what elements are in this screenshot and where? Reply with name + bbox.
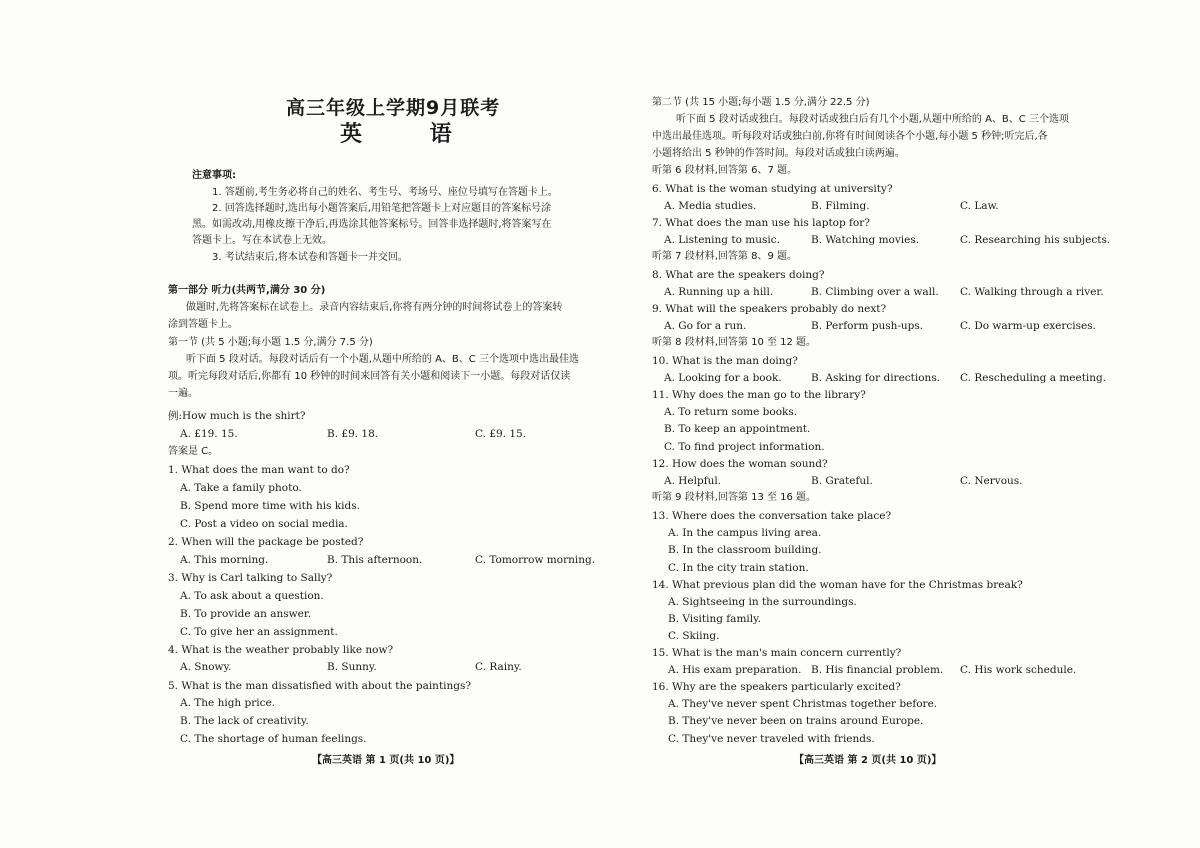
- q6-option-b: B. Filming.: [811, 200, 870, 212]
- note-line: 3. 考试结束后,将本试卷和答题卡一并交回。: [212, 252, 408, 263]
- q16-option-b: B. They've never been on trains around Europe.: [668, 715, 924, 727]
- q6-option-c: C. Law.: [960, 200, 999, 212]
- example-option-a: A. £19. 15.: [180, 428, 238, 440]
- page-footer: 【高三英语 第 1 页(共 10 页)】: [312, 755, 460, 766]
- q2-option-a: A. This morning.: [180, 554, 269, 566]
- q15-option-b: B. His financial problem.: [811, 664, 944, 676]
- q2-option-c: C. Tomorrow morning.: [475, 554, 596, 566]
- question-2: 2. When will the package be posted?: [168, 536, 364, 548]
- q11-option-a: A. To return some books.: [664, 406, 798, 418]
- q9-option-c: C. Do warm-up exercises.: [960, 320, 1096, 332]
- q1-option-b: B. Spend more time with his kids.: [180, 500, 360, 512]
- material-heading: 听第 6 段材料,回答第 6、7 题。: [652, 165, 797, 176]
- section1-intro-line: 一遍。: [168, 388, 198, 399]
- section2-intro-line: 听下面 5 段对话或独白。每段对话或独白后有几个小题,从题中所给的 A、B、C 三个选项: [676, 114, 1069, 125]
- question-1: 1. What does the man want to do?: [168, 464, 350, 476]
- q7-option-a: A. Listening to music.: [664, 234, 780, 246]
- q3-option-b: B. To provide an answer.: [180, 608, 312, 620]
- subject-title: 英 语: [340, 122, 482, 147]
- notes-heading: 注意事项:: [192, 170, 236, 181]
- q9-option-a: A. Go for a run.: [664, 320, 747, 332]
- page-footer: 【高三英语 第 2 页(共 10 页)】: [794, 755, 942, 766]
- material-heading: 听第 9 段材料,回答第 13 至 16 题。: [652, 492, 817, 503]
- q9-option-b: B. Perform push-ups.: [811, 320, 924, 332]
- q10-option-c: C. Rescheduling a meeting.: [960, 372, 1107, 384]
- question-12: 12. How does the woman sound?: [652, 458, 828, 470]
- q15-option-a: A. His exam preparation.: [668, 664, 802, 676]
- question-6: 6. What is the woman studying at university?: [652, 183, 893, 195]
- question-8: 8. What are the speakers doing?: [652, 269, 825, 281]
- q6-option-a: A. Media studies.: [664, 200, 757, 212]
- question-10: 10. What is the man doing?: [652, 355, 798, 367]
- question-16: 16. Why are the speakers particularly excited?: [652, 681, 901, 693]
- note-line: 2. 回答选择题时,选出每小题答案后,用铅笔把答题卡上对应题目的答案标号涂: [212, 203, 552, 214]
- q1-option-a: A. Take a family photo.: [180, 482, 302, 494]
- q4-option-a: A. Snowy.: [180, 661, 232, 673]
- q12-option-c: C. Nervous.: [960, 475, 1023, 487]
- part1-heading: 第一部分 听力(共两节,满分 30 分): [168, 285, 326, 296]
- q13-option-a: A. In the campus living area.: [668, 527, 822, 539]
- example-option-c: C. £9. 15.: [475, 428, 527, 440]
- page-1: [168, 0, 600, 848]
- question-13: 13. Where does the conversation take place?: [652, 510, 892, 522]
- section1-intro-line: 听下面 5 段对话。每段对话后有一个小题,从题中所给的 A、B、C 三个选项中选出最佳选: [186, 354, 579, 365]
- q13-option-b: B. In the classroom building.: [668, 544, 822, 556]
- q3-option-c: C. To give her an assignment.: [180, 626, 338, 638]
- section1-intro-line: 项。听完每段对话后,你都有 10 秒钟的时间来回答有关小题和阅读下一小题。每段对话仅读: [168, 371, 571, 382]
- q3-option-a: A. To ask about a question.: [180, 590, 324, 602]
- q14-option-b: B. Visiting family.: [668, 613, 761, 625]
- q16-option-c: C. They've never traveled with friends.: [668, 733, 875, 745]
- section2-intro-line: 中选出最佳选项。听每段对话或独白前,你将有时间阅读各个小题,每小题 5 秒钟;听完后,各: [652, 131, 1048, 142]
- q4-option-b: B. Sunny.: [327, 661, 377, 673]
- example-option-b: B. £9. 18.: [327, 428, 379, 440]
- example-question: 例:How much is the shirt?: [168, 410, 306, 422]
- example-answer: 答案是 C。: [168, 446, 219, 457]
- note-line: 1. 答题前,考生务必将自己的姓名、考生号、考场号、座位号填写在答题卡上。: [212, 187, 558, 198]
- q12-option-b: B. Grateful.: [811, 475, 873, 487]
- q8-option-c: C. Walking through a river.: [960, 286, 1104, 298]
- question-4: 4. What is the weather probably like now?: [168, 644, 394, 656]
- q8-option-a: A. Running up a hill.: [664, 286, 774, 298]
- question-7: 7. What does the man use his laptop for?: [652, 217, 870, 229]
- q5-option-b: B. The lack of creativity.: [180, 715, 309, 727]
- question-14: 14. What previous plan did the woman have for the Christmas break?: [652, 579, 1023, 591]
- question-5: 5. What is the man dissatisfied with about the paintings?: [168, 680, 472, 692]
- material-heading: 听第 7 段材料,回答第 8、9 题。: [652, 251, 797, 262]
- q11-option-b: B. To keep an appointment.: [664, 423, 811, 435]
- q4-option-c: C. Rainy.: [475, 661, 522, 673]
- q10-option-b: B. Asking for directions.: [811, 372, 941, 384]
- question-11: 11. Why does the man go to the library?: [652, 389, 866, 401]
- q1-option-c: C. Post a video on social media.: [180, 518, 348, 530]
- q8-option-b: B. Climbing over a wall.: [811, 286, 939, 298]
- q11-option-c: C. To find project information.: [664, 441, 825, 453]
- note-line: 黑。如需改动,用橡皮擦干净后,再选涂其他答案标号。回答非选择题时,将答案写在: [192, 219, 552, 230]
- q12-option-a: A. Helpful.: [664, 475, 722, 487]
- section2-intro-line: 小题将给出 5 秒钟的作答时间。每段对话或独白读两遍。: [652, 148, 905, 159]
- part1-intro-line: 做题时,先将答案标在试卷上。录音内容结束后,你将有两分钟的时间将试卷上的答案转: [186, 302, 563, 313]
- q13-option-c: C. In the city train station.: [668, 562, 809, 574]
- page-2: [648, 0, 1111, 848]
- q10-option-a: A. Looking for a book.: [664, 372, 782, 384]
- q14-option-c: C. Skiing.: [668, 630, 720, 642]
- section2-heading: 第二节 (共 15 小题;每小题 1.5 分,满分 22.5 分): [652, 97, 870, 108]
- question-9: 9. What will the speakers probably do next?: [652, 303, 887, 315]
- question-15: 15. What is the man's main concern currently?: [652, 647, 902, 659]
- q16-option-a: A. They've never spent Christmas together before.: [668, 698, 938, 710]
- q7-option-c: C. Researching his subjects.: [960, 234, 1111, 246]
- q7-option-b: B. Watching movies.: [811, 234, 920, 246]
- part1-intro-line: 涂到答题卡上。: [168, 319, 238, 330]
- section1-heading: 第一节 (共 5 小题;每小题 1.5 分,满分 7.5 分): [168, 337, 373, 348]
- q2-option-b: B. This afternoon.: [327, 554, 423, 566]
- exam-title: 高三年级上学期9月联考: [286, 97, 501, 119]
- q14-option-a: A. Sightseeing in the surroundings.: [668, 596, 857, 608]
- q5-option-a: A. The high price.: [180, 697, 276, 709]
- q15-option-c: C. His work schedule.: [960, 664, 1077, 676]
- q5-option-c: C. The shortage of human feelings.: [180, 733, 367, 745]
- material-heading: 听第 8 段材料,回答第 10 至 12 题。: [652, 337, 817, 348]
- question-3: 3. Why is Carl talking to Sally?: [168, 572, 333, 584]
- note-line: 答题卡上。写在本试卷上无效。: [192, 235, 332, 246]
